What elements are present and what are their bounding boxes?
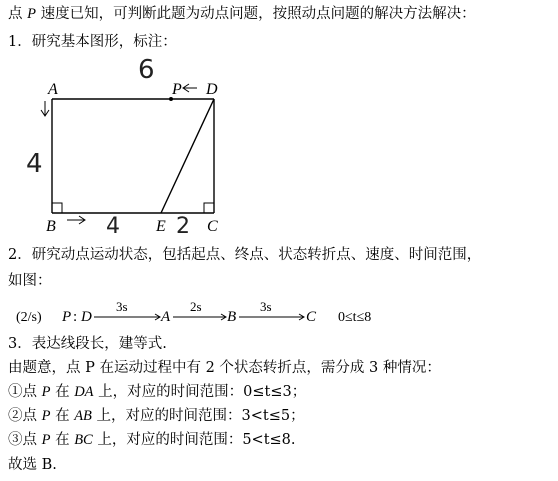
label-c: C	[207, 218, 218, 235]
case-1-num: ①	[8, 384, 23, 400]
label-a: A	[48, 81, 58, 98]
case-2-p: P	[41, 408, 51, 424]
case-3	[8, 430, 296, 450]
seq-point-b: B	[227, 309, 237, 325]
seq-point: P	[62, 309, 72, 325]
seq-time-2: 2s	[190, 300, 202, 314]
label-p: P	[172, 81, 182, 98]
seq-point-d: D	[81, 309, 92, 325]
right-angle-b	[52, 203, 62, 213]
case-1-on: 在	[50, 384, 75, 400]
label-b: B	[46, 218, 56, 235]
seq-time-1: 3s	[116, 300, 128, 314]
hand-length-ec: 2	[176, 214, 190, 239]
case-3-range: 5<t≤8.	[242, 432, 296, 448]
case-1-post: 上，对应的时间范围：	[93, 384, 244, 400]
step2-line-a: 2．研究动点运动状态，包括起点、终点、状态转折点、速度、时间范围，	[8, 247, 482, 263]
case-1	[8, 382, 306, 402]
label-e: E	[156, 218, 166, 235]
intro-prefix: 点	[8, 6, 28, 22]
case-2-post: 上，对应的时间范围：	[91, 408, 242, 424]
case-3-seg: BC	[74, 432, 93, 448]
segment-de	[161, 99, 214, 213]
seq-time-3: 3s	[260, 300, 272, 314]
motion-sequence	[8, 300, 548, 328]
case-2-seg: AB	[74, 408, 92, 424]
intro-suffix: 速度已知，可判断此题为动点问题，按照动点问题的解决方法解决：	[35, 6, 476, 22]
hand-length-be: 4	[106, 214, 120, 239]
case-2-range: 3<t≤5；	[241, 408, 305, 424]
case-2	[8, 406, 305, 426]
step3-heading: 3．表达线段长，建等式.	[8, 336, 167, 352]
case-2-pre: 点	[22, 408, 42, 424]
intro-var: P	[27, 6, 36, 22]
label-d: D	[206, 81, 218, 98]
step2-line-b: 如图：	[8, 273, 52, 289]
seq-point-c: C	[306, 309, 317, 325]
case-2-on: 在	[50, 408, 75, 424]
seq-colon: :	[73, 309, 78, 325]
hand-length-top: 6	[138, 55, 155, 85]
analysis-text: 由题意，点 P 在运动过程中有 2 个状态转折点，需分成 3 种情况：	[8, 360, 441, 376]
answer-line: 故选 B.	[8, 457, 57, 473]
right-angle-c	[204, 203, 214, 213]
seq-point-a: A	[161, 309, 171, 325]
step1-heading: 1．研究基本图形，标注：	[8, 34, 177, 50]
seq-speed: (2/s)	[16, 310, 42, 325]
case-2-num: ②	[8, 408, 23, 424]
case-3-pre: 点	[22, 432, 42, 448]
case-1-seg: DA	[74, 384, 94, 400]
case-3-post: 上，对应的时间范围：	[92, 432, 243, 448]
case-3-on: 在	[50, 432, 75, 448]
case-3-p: P	[41, 432, 51, 448]
case-1-pre: 点	[22, 384, 42, 400]
case-1-range: 0≤t≤3；	[243, 384, 307, 400]
case-3-num: ③	[8, 432, 23, 448]
case-1-p: P	[41, 384, 51, 400]
seq-time-range: 0≤t≤8	[338, 310, 372, 325]
hand-length-left: 4	[26, 149, 43, 179]
